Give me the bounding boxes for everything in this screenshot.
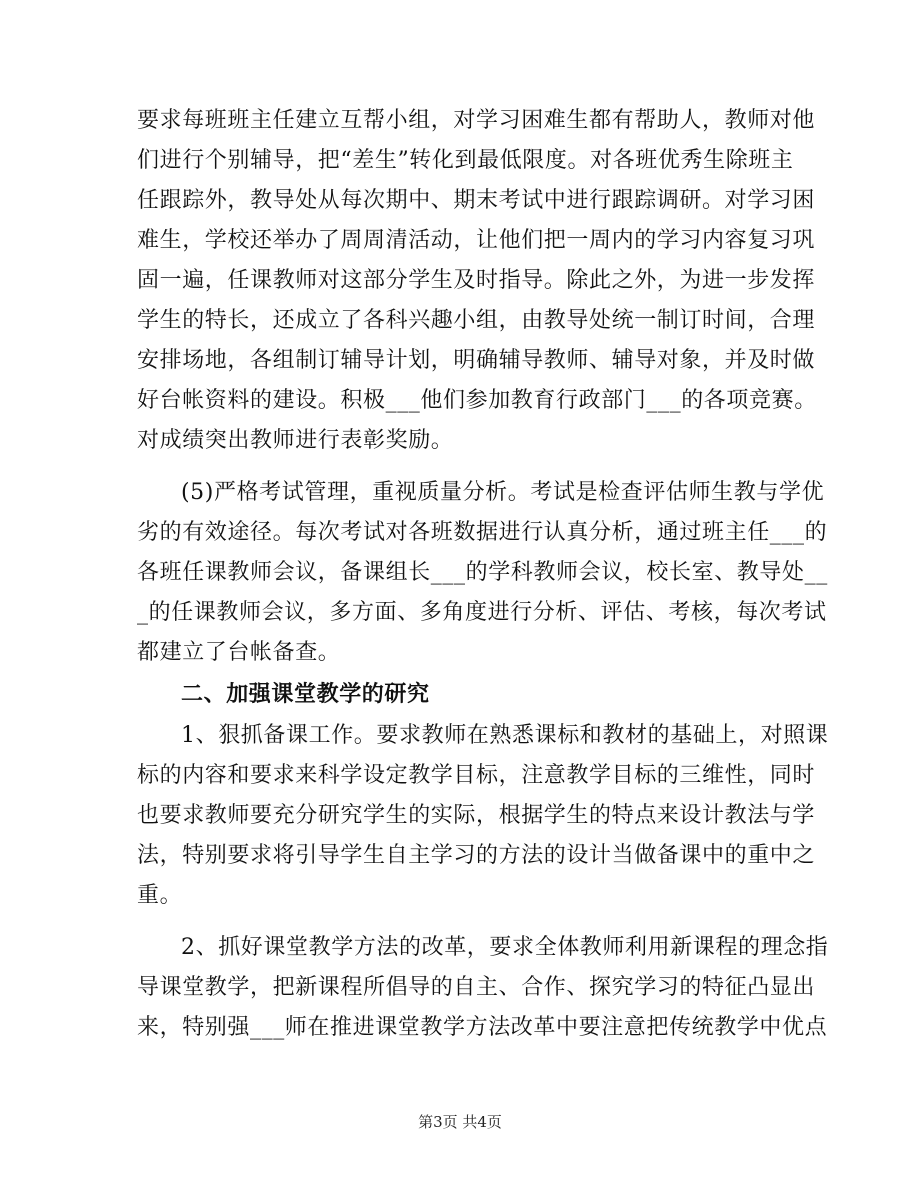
body-text-line: 劣的有效途径。每次考试对各班数据进行认真分析，通过班主任___的 xyxy=(137,520,828,545)
body-text-line: 导课堂教学，把新课程所倡导的自主、合作、探究学习的特征凸显出 xyxy=(137,975,816,1000)
body-text-line: 对成绩突出教师进行表彰奖励。 xyxy=(137,428,454,453)
body-text-line: 法，特别要求将引导学生自主学习的方法的设计当做备课中的重中之 xyxy=(137,843,816,868)
body-text-line: 好台帐资料的建设。积极___他们参加教育行政部门___的各项竞赛。 xyxy=(137,388,817,413)
body-text-line: 各班任课教师会议，备课组长___的学科教师会议，校长室、教导处__ xyxy=(137,560,828,585)
paragraph-first-line: 2、抓好课堂教学方法的改革，要求全体教师利用新课程的理念指 xyxy=(181,935,829,960)
paragraph-first-line: 1、狠抓备课工作。要求教师在熟悉课标和教材的基础上，对照课 xyxy=(181,723,829,748)
page-number-footer: 第3页 共4页 xyxy=(418,1113,502,1131)
body-text-line: 固一遍，任课教师对这部分学生及时指导。除此之外，为进一步发挥 xyxy=(137,268,816,293)
body-text-line: 难生，学校还举办了周周清活动，让他们把一周内的学习内容复习巩 xyxy=(137,228,816,253)
body-text-line: 任跟踪外，教导处从每次期中、期末考试中进行跟踪调研。对学习困 xyxy=(137,188,816,213)
paragraph-first-line: (5)严格考试管理，重视质量分析。考试是检查评估师生教与学优 xyxy=(181,480,825,505)
body-text-line: _的任课教师会议，多方面、多角度进行分析、评估、考核，每次考试 xyxy=(137,600,827,625)
body-text-line: 学生的特长，还成立了各科兴趣小组，由教导处统一制订时间，合理 xyxy=(137,308,816,333)
body-text-line: 安排场地，各组制订辅导计划，明确辅导教师、辅导对象，并及时做 xyxy=(137,348,816,373)
body-text-line: 重。 xyxy=(137,883,183,908)
body-text-line: 也要求教师要充分研究学生的实际，根据学生的特点来设计教法与学 xyxy=(137,803,816,828)
body-text-line: 都建立了台帐备查。 xyxy=(137,640,341,665)
body-text-line: 来，特别强___师在推进课堂教学方法改革中要注意把传统教学中优点 xyxy=(137,1015,828,1040)
body-text-line: 们进行个别辅导，把“差生”转化到最低限度。对各班优秀生除班主 xyxy=(137,148,794,173)
section-heading: 二、加强课堂教学的研究 xyxy=(181,681,430,707)
body-text-line: 标的内容和要求来科学设定教学目标，注意教学目标的三维性，同时 xyxy=(137,763,816,788)
body-text-line: 要求每班班主任建立互帮小组，对学习困难生都有帮助人，教师对他 xyxy=(137,108,816,133)
